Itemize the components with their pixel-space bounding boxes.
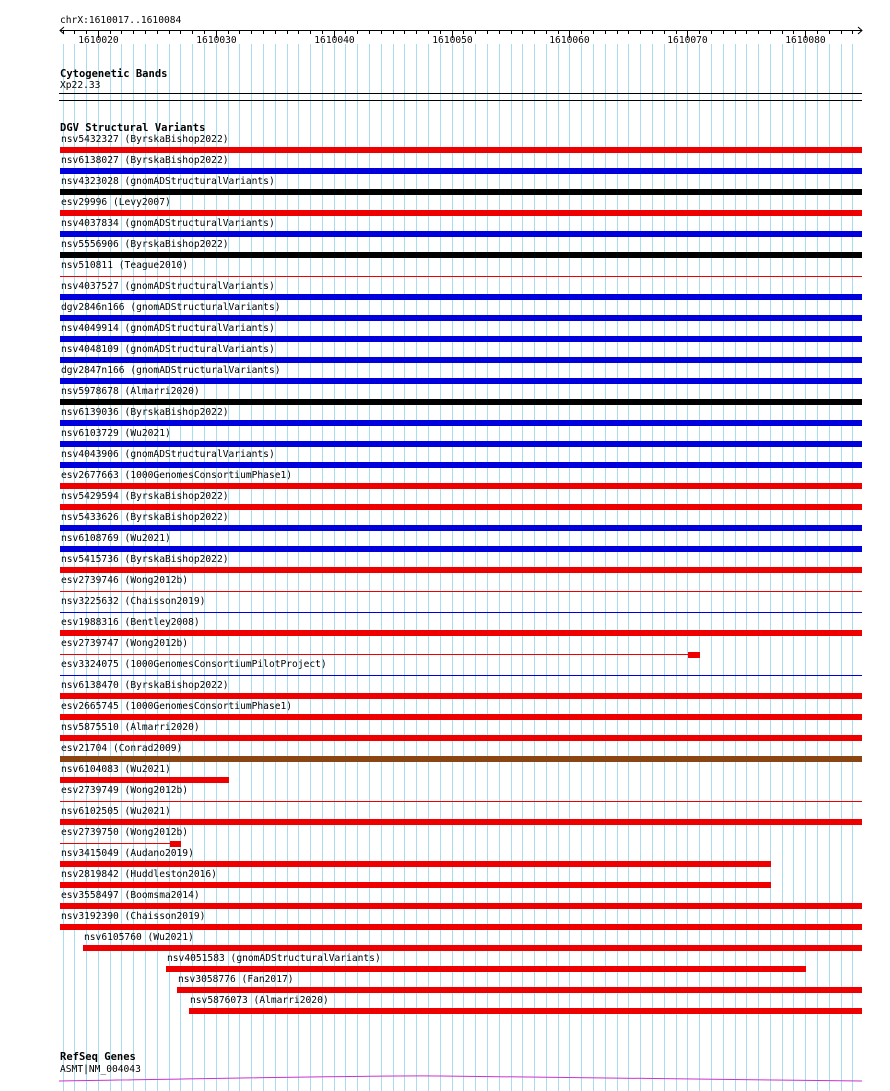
dgv-variant-bar[interactable] [60,861,771,867]
dgv-variant-label[interactable] [61,302,281,313]
variant-study: (gnomADStructuralVariants) [124,218,275,229]
variant-study: (ByrskaBishop2022) [124,554,229,565]
variant-id: nsv6138470 [61,680,119,691]
dgv-variant-label[interactable] [61,260,188,271]
variant-study: (Teague2010) [118,260,189,271]
dgv-track-title[interactable]: DGV Structural Variants [60,122,206,134]
dgv-variant-label[interactable] [61,197,171,208]
variant-study: (Wu2021) [124,533,171,544]
variant-study: (ByrskaBishop2022) [124,491,229,502]
variant-id: esv2739750 [61,827,119,838]
dgv-variant-bar[interactable] [60,693,862,699]
variant-study: (Wu2021) [124,764,171,775]
dgv-variant-label[interactable] [61,155,229,166]
dgv-variant-label[interactable] [61,491,229,502]
cytoband-track-title[interactable]: Cytogenetic Bands [60,68,168,80]
variant-study: (gnomADStructuralVariants) [130,365,281,376]
dgv-variant-bar[interactable] [60,168,862,174]
variant-id: nsv5415736 [61,554,119,565]
variant-study: (Wong2012b) [124,785,189,796]
variant-study: (1000GenomesConsortiumPhase1) [124,470,293,481]
refseq-gene-label[interactable]: ASMT|NM_004043 [60,1064,141,1075]
dgv-variant-label[interactable] [61,176,275,187]
variant-study: (1000GenomesConsortiumPhase1) [124,701,293,712]
dgv-variant-label[interactable] [61,764,171,775]
dgv-variant-bar[interactable] [166,966,806,972]
variant-id: nsv4037834 [61,218,119,229]
dgv-variant-label[interactable] [61,344,275,355]
variant-study: (gnomADStructuralVariants) [124,323,275,334]
variant-study: (gnomADStructuralVariants) [124,176,275,187]
variant-study: (ByrskaBishop2022) [124,680,229,691]
variant-id: nsv4323028 [61,176,119,187]
variant-study: (Audano2019) [124,848,194,859]
dgv-variant-label[interactable] [61,680,229,691]
dgv-variant-label[interactable] [61,407,229,418]
dgv-variant-block[interactable] [688,652,700,658]
dgv-variant-bar[interactable] [60,294,862,300]
dgv-variant-bar[interactable] [60,357,862,363]
variant-id: esv2739747 [61,638,119,649]
dgv-variant-bar[interactable] [60,546,862,552]
dgv-variant-bar[interactable] [60,189,862,195]
dgv-variant-label[interactable] [61,743,182,754]
dgv-variant-bar[interactable] [60,483,862,489]
dgv-variant-label[interactable] [61,827,188,838]
cytoband-label[interactable]: Xp22.33 [60,80,101,91]
dgv-variant-bar[interactable] [60,378,862,384]
variant-study: (Almarri2020) [124,722,200,733]
dgv-variant-label[interactable] [61,575,188,586]
position-label: chrX:1610017..1610084 [60,15,182,26]
dgv-variant-bar[interactable] [60,714,862,720]
ruler-tick-label: 1610050 [432,35,473,46]
dgv-variant-bar[interactable] [60,147,862,153]
variant-id: nsv6104083 [61,764,119,775]
gene-intron-line[interactable] [59,1076,862,1081]
dgv-variant-bar[interactable] [60,630,862,636]
dgv-variant-label[interactable] [61,848,194,859]
dgv-variant-label[interactable] [61,218,275,229]
variant-study: (ByrskaBishop2022) [124,239,229,250]
variant-id: nsv6102505 [61,806,119,817]
refseq-track-title[interactable]: RefSeq Genes [60,1051,136,1063]
variant-study: (gnomADStructuralVariants) [124,344,275,355]
dgv-variant-line[interactable] [60,276,862,277]
dgv-variant-label[interactable] [61,806,171,817]
dgv-variant-block[interactable] [170,841,181,847]
dgv-variant-label[interactable] [190,995,329,1006]
variant-study: (Chaisson2019) [124,596,206,607]
dgv-variant-line[interactable] [60,654,700,655]
variant-id: nsv4048109 [61,344,119,355]
dgv-variant-bar[interactable] [60,399,862,405]
dgv-variant-line[interactable] [60,612,862,613]
dgv-variant-label[interactable] [61,239,229,250]
variant-study: (Wu2021) [124,428,171,439]
variant-id: nsv3415049 [61,848,119,859]
dgv-variant-label[interactable] [61,449,275,460]
variant-id: nsv4049914 [61,323,119,334]
variant-id: nsv4037527 [61,281,119,292]
dgv-variant-bar[interactable] [60,210,862,216]
dgv-variant-bar[interactable] [60,315,862,321]
ruler-tick-label: 1610080 [785,35,826,46]
variant-id: nsv3058776 [178,974,236,985]
variant-id: nsv6139036 [61,407,119,418]
dgv-variant-bar[interactable] [60,420,862,426]
dgv-variant-bar[interactable] [60,777,229,783]
variant-id: nsv6103729 [61,428,119,439]
dgv-variant-line[interactable] [60,675,862,676]
variant-study: (1000GenomesConsortiumPilotProject) [124,659,327,670]
dgv-variant-label[interactable] [61,470,292,481]
variant-id: dgv2846n166 [61,302,125,313]
variant-id: nsv5556906 [61,239,119,250]
dgv-variant-bar[interactable] [60,336,862,342]
dgv-variant-label[interactable] [61,533,171,544]
dgv-variant-bar[interactable] [60,882,771,888]
ruler-tick-label: 1610070 [667,35,708,46]
variant-id: nsv3192390 [61,911,119,922]
ruler-tick-label: 1610030 [196,35,237,46]
dgv-variant-label[interactable] [84,932,194,943]
variant-study: (gnomADStructuralVariants) [230,953,381,964]
variant-id: nsv5432327 [61,134,119,145]
dgv-variant-label[interactable] [61,722,200,733]
variant-study: (Chaisson2019) [124,911,206,922]
variant-study: (ByrskaBishop2022) [124,512,229,523]
dgv-variant-bar[interactable] [60,903,862,909]
variant-id: nsv5429594 [61,491,119,502]
variant-study: (ByrskaBishop2022) [124,407,229,418]
dgv-variant-bar[interactable] [60,441,862,447]
variant-study: (Wong2012b) [124,827,189,838]
variant-id: nsv2819842 [61,869,119,880]
dgv-variant-bar[interactable] [83,945,862,951]
variant-id: nsv4043906 [61,449,119,460]
variant-id: nsv3225632 [61,596,119,607]
dgv-variant-label[interactable] [61,428,171,439]
dgv-variant-line[interactable] [60,843,181,844]
variant-study: (gnomADStructuralVariants) [124,281,275,292]
dgv-variant-bar[interactable] [60,567,862,573]
dgv-variant-label[interactable] [61,554,229,565]
ruler-tick-label: 1610040 [314,35,355,46]
variant-study: (Huddleston2016) [124,869,217,880]
dgv-variant-label[interactable] [61,134,229,145]
variant-study: (Boomsma2014) [124,890,200,901]
dgv-variant-label[interactable] [61,617,200,628]
dgv-variant-bar[interactable] [60,924,862,930]
dgv-variant-label[interactable] [61,890,200,901]
variant-id: nsv6138027 [61,155,119,166]
variant-study: (Wu2021) [147,932,194,943]
dgv-variant-line[interactable] [60,801,862,802]
dgv-variant-label[interactable] [61,512,229,523]
dgv-variant-label[interactable] [61,911,205,922]
variant-id: nsv4051583 [167,953,225,964]
variant-study: (Wong2012b) [124,575,189,586]
variant-study: (ByrskaBishop2022) [124,155,229,166]
dgv-variant-label[interactable] [61,281,275,292]
variant-id: nsv5433626 [61,512,119,523]
track-divider [59,100,862,101]
dgv-variant-label[interactable] [61,659,327,670]
dgv-variant-label[interactable] [61,785,188,796]
dgv-variant-label[interactable] [167,953,381,964]
variant-id: nsv6105760 [84,932,142,943]
dgv-variant-line[interactable] [60,591,862,592]
dgv-variant-label[interactable] [61,869,217,880]
variant-id: esv21704 [61,743,108,754]
variant-id: nsv5978678 [61,386,119,397]
variant-id: dgv2847n166 [61,365,125,376]
variant-study: (gnomADStructuralVariants) [130,302,281,313]
variant-id: nsv6108769 [61,533,119,544]
ruler-tick-label: 1610020 [78,35,119,46]
variant-id: esv2665745 [61,701,119,712]
variant-id: esv2677663 [61,470,119,481]
variant-study: (Fan2017) [241,974,294,985]
cytoband-line [59,93,862,94]
dgv-variant-label[interactable] [61,365,281,376]
variant-id: nsv5875510 [61,722,119,733]
dgv-variant-bar[interactable] [60,525,862,531]
dgv-variant-label[interactable] [61,596,205,607]
refseq-gene-feature[interactable] [0,1071,890,1091]
ruler-tick-label: 1610060 [549,35,590,46]
dgv-variant-bar[interactable] [177,987,862,993]
dgv-variant-label[interactable] [61,323,275,334]
variant-id: esv3324075 [61,659,119,670]
variant-id: esv29996 [61,197,108,208]
variant-id: esv2739749 [61,785,119,796]
dgv-variant-bar[interactable] [60,819,862,825]
variant-study: (Almarri2020) [124,386,200,397]
dgv-variant-bar[interactable] [60,756,862,762]
dgv-variant-bar[interactable] [189,1008,862,1014]
variant-study: (Wong2012b) [124,638,189,649]
variant-study: (Bentley2008) [124,617,200,628]
dgv-variant-bar[interactable] [60,462,862,468]
dgv-variant-label[interactable] [61,701,292,712]
dgv-variant-bar[interactable] [60,735,862,741]
variant-id: esv1988316 [61,617,119,628]
variant-study: (Almarri2020) [253,995,329,1006]
dgv-variant-label[interactable] [61,638,188,649]
dgv-variant-bar[interactable] [60,252,862,258]
variant-study: (Levy2007) [113,197,171,208]
dgv-variant-bar[interactable] [60,231,862,237]
variant-study: (Conrad2009) [113,743,183,754]
variant-id: nsv5876073 [190,995,248,1006]
dgv-variant-bar[interactable] [60,504,862,510]
dgv-variant-label[interactable] [61,386,200,397]
variant-id: nsv510811 [61,260,113,271]
variant-study: (Wu2021) [124,806,171,817]
variant-study: (ByrskaBishop2022) [124,134,229,145]
variant-id: esv2739746 [61,575,119,586]
variant-study: (gnomADStructuralVariants) [124,449,275,460]
variant-id: esv3558497 [61,890,119,901]
dgv-variant-label[interactable] [178,974,294,985]
